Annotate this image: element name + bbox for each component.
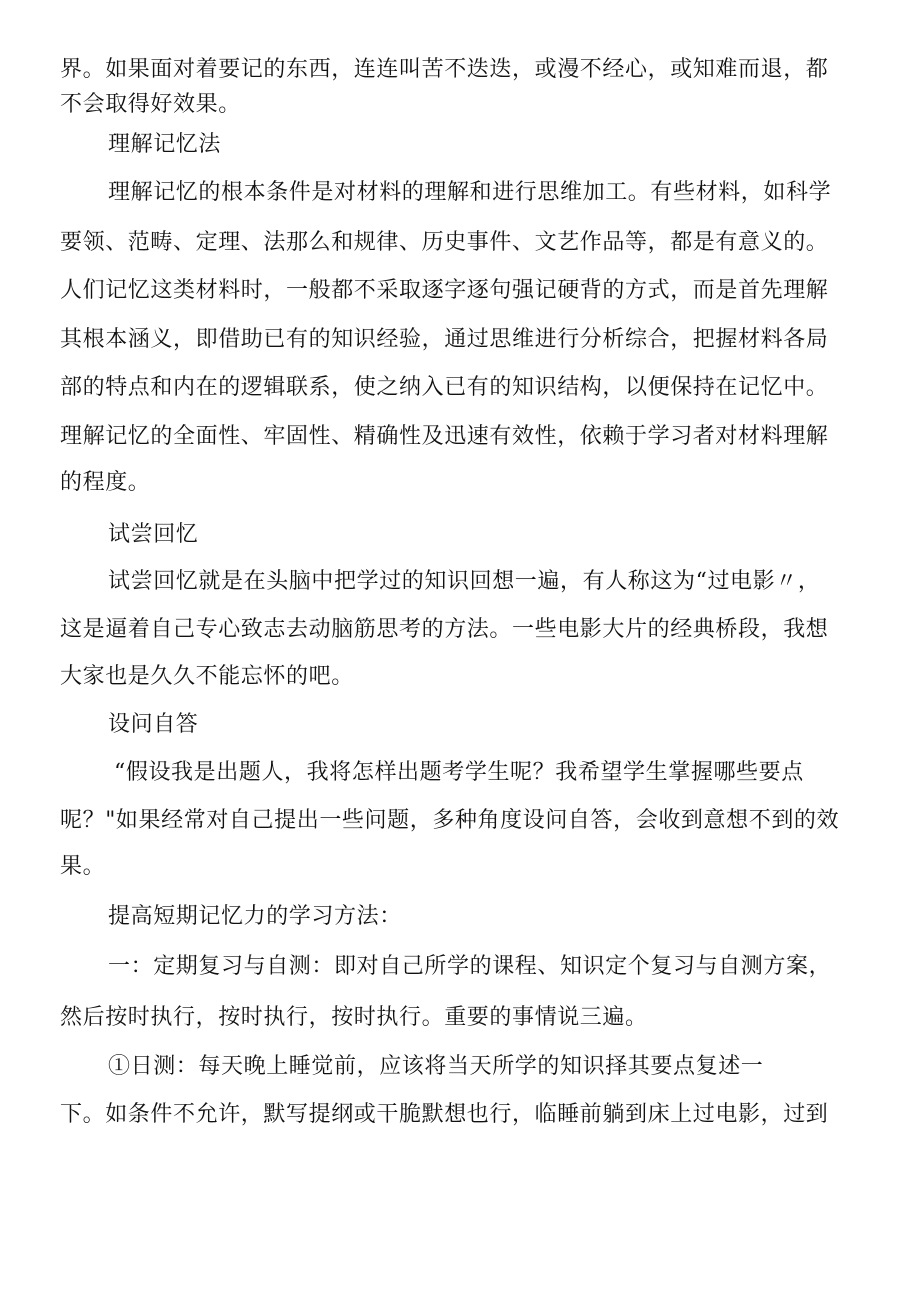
- recall-line-2: 这是逼着自己专心致志去动脑筋思考的方法。一些电影大片的经典桥段，我想: [60, 617, 829, 642]
- selfqa-line-2: 呢？"如果经常对自己提出一些问题，多种角度设问自答，会收到意想不到的效: [60, 808, 840, 833]
- point-one-line-2: 然后按时执行，按时执行，按时执行。重要的事情说三遍。: [60, 1005, 648, 1030]
- understanding-line-4: 其根本涵义，即借助已有的知识经验，通过思维进行分析综合，把握材料各局: [60, 327, 829, 352]
- selfqa-line-3: 果。: [60, 854, 106, 879]
- understanding-line-5: 部的特点和内在的逻辑联系，使之纳入已有的知识结构，以便保持在记忆中。: [60, 375, 829, 400]
- recall-line-1: 试尝回忆就是在头脑中把学过的知识回想一遍，有人称这为“过电影〃，: [108, 569, 821, 594]
- understanding-line-6: 理解记忆的全面性、牢固性、精确性及迅速有效性，依赖于学习者对材料理解: [60, 424, 829, 449]
- daily-test-line-2: 下。如条件不允许，默写提纲或干脆默想也行，临睡前躺到床上过电影，过到: [60, 1102, 829, 1127]
- understanding-line-7: 的程度。: [60, 470, 151, 495]
- understanding-line-2: 要领、范畴、定理、法那么和规律、历史事件、文艺作品等，都是有意义的。: [60, 230, 829, 255]
- daily-test-line-1: ①日测：每天晚上睡觉前，应该将当天所学的知识择其要点复述一: [108, 1054, 764, 1079]
- understanding-line-3: 人们记忆这类材料时，一般都不采取逐字逐句强记硬背的方式，而是首先理解: [60, 278, 829, 303]
- recall-line-3: 大家也是久久不能忘怀的吧。: [60, 664, 354, 689]
- selfqa-line-1: “假设我是出题人，我将怎样出题考学生呢？我希望学生掌握哪些要点: [114, 760, 804, 785]
- heading-understanding-memory: 理解记忆法: [108, 132, 222, 157]
- understanding-line-1: 理解记忆的根本条件是对材料的理解和进行思维加工。有些材料，如科学: [108, 180, 832, 205]
- intro-line-2: 不会取得好效果。: [60, 92, 241, 117]
- heading-short-term-memory: 提高短期记忆力的学习方法：: [108, 904, 402, 929]
- intro-line-1: 界。如果面对着要记的东西，连连叫苦不迭迭，或漫不经心，或知难而退，都: [60, 57, 829, 82]
- heading-self-questioning: 设问自答: [108, 712, 199, 737]
- point-one-line-1: 一：定期复习与自测：即对自己所学的课程、知识定个复习与自测方案，: [108, 954, 832, 979]
- heading-trial-recall: 试尝回忆: [108, 522, 199, 547]
